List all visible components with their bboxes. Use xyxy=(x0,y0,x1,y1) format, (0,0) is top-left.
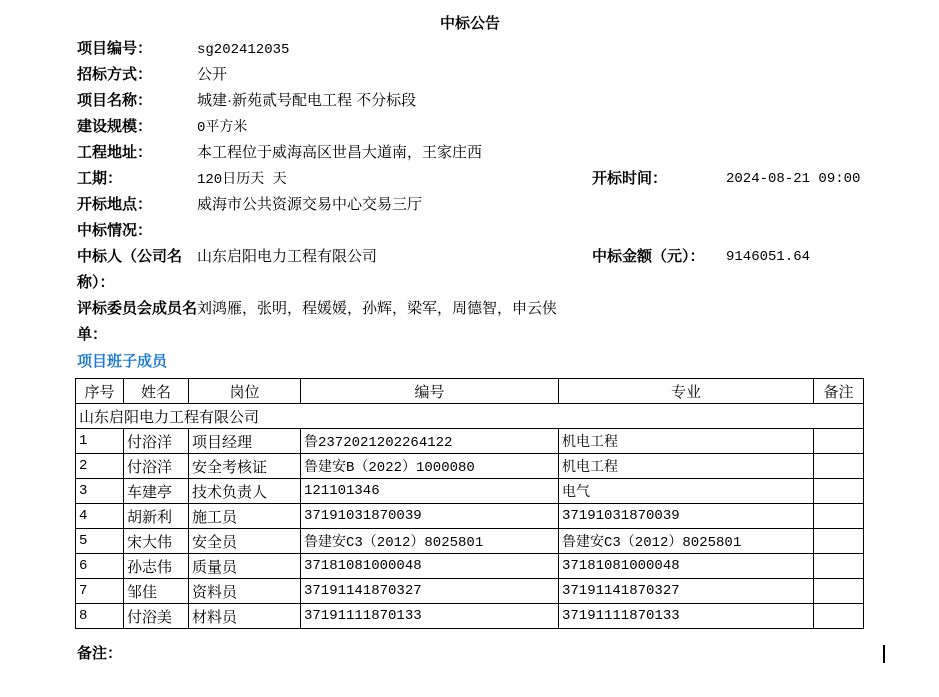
col-header-name: 姓名 xyxy=(124,379,189,404)
field-label: 中标情况： xyxy=(77,222,153,239)
info-row-committee-line2 xyxy=(77,322,863,348)
col-header-remark: 备注 xyxy=(814,379,864,404)
table-cell xyxy=(814,429,864,454)
bid-open-time-label: 开标时间： xyxy=(592,170,668,187)
field-label: 开标地点： xyxy=(77,196,153,213)
table-cell xyxy=(814,554,864,579)
field-value: 0平方米 xyxy=(197,120,248,136)
table-cell: 鲁建安C3（2012）8025801 xyxy=(301,529,559,554)
table-header-row xyxy=(76,379,864,404)
field-label: 建设规模： xyxy=(77,118,153,135)
table-cell: 37191141870327 xyxy=(559,579,814,604)
table-cell: 鲁2372021202264122 xyxy=(301,429,559,454)
table-cell: 37191031870039 xyxy=(559,504,814,529)
announcement-page xyxy=(77,0,863,697)
col-header-position: 岗位 xyxy=(189,379,301,404)
table-cell: 技术负责人 xyxy=(189,479,301,504)
table-cell: 车建亭 xyxy=(124,479,189,504)
table-cell xyxy=(814,604,864,629)
project-team-link[interactable]: 项目班子成员 xyxy=(77,353,168,370)
info-row-duration xyxy=(77,166,863,192)
field-value: 刘鸿雁，张明，程媛媛，孙辉，梁军，周德智，申云侠 xyxy=(197,300,558,317)
table-cell: 6 xyxy=(76,554,124,579)
info-row-project-address xyxy=(77,140,863,166)
field-label: 单： xyxy=(77,326,108,343)
field-label: 项目编号： xyxy=(77,40,153,57)
info-row-project-name xyxy=(77,88,863,114)
col-header-index: 序号 xyxy=(76,379,124,404)
page-title: 中标公告 xyxy=(439,15,500,32)
bid-open-time-value: 2024-08-21 09:00 xyxy=(726,171,861,187)
table-cell: 付浴美 xyxy=(124,604,189,629)
info-row-bidding-method xyxy=(77,62,863,88)
table-cell: 37181081000048 xyxy=(301,554,559,579)
table-cell: 电气 xyxy=(559,479,814,504)
field-value: 山东启阳电力工程有限公司 xyxy=(197,248,378,265)
table-cell: 施工员 xyxy=(189,504,301,529)
table-cell: 质量员 xyxy=(189,554,301,579)
bid-amount-value: 9146051.64 xyxy=(726,249,811,265)
company-row xyxy=(76,404,864,429)
table-cell xyxy=(814,479,864,504)
table-row xyxy=(76,429,864,454)
col-header-code: 编号 xyxy=(301,379,559,404)
table-row xyxy=(76,554,864,579)
table-cell: 付浴洋 xyxy=(124,429,189,454)
text-cursor xyxy=(883,645,885,663)
field-value: 公开 xyxy=(197,66,228,83)
info-row-winner-line1 xyxy=(77,244,863,270)
info-row-construction-scale xyxy=(77,114,863,140)
field-label: 称）： xyxy=(77,274,115,291)
table-cell: 安全考核证 xyxy=(189,454,301,479)
table-cell: 1 xyxy=(76,429,124,454)
table-cell: 5 xyxy=(76,529,124,554)
field-label: 评标委员会成员名 xyxy=(77,300,198,317)
table-cell: 7 xyxy=(76,579,124,604)
table-cell: 机电工程 xyxy=(559,429,814,454)
table-cell: 121101346 xyxy=(301,479,559,504)
table-cell xyxy=(814,579,864,604)
table-cell: 2 xyxy=(76,454,124,479)
table-cell xyxy=(814,504,864,529)
table-cell: 4 xyxy=(76,504,124,529)
field-label: 工程地址： xyxy=(77,144,153,161)
table-row xyxy=(76,504,864,529)
info-row-bid-result xyxy=(77,218,863,244)
company-name-cell: 山东启阳电力工程有限公司 xyxy=(76,404,864,429)
field-label: 招标方式： xyxy=(77,66,153,83)
bid-amount-label: 中标金额（元）： xyxy=(592,248,705,265)
table-cell: 3 xyxy=(76,479,124,504)
remark-label: 备注： xyxy=(77,645,123,662)
field-value: 威海市公共资源交易中心交易三厅 xyxy=(197,196,423,213)
table-cell: 鲁建安B（2022）1000080 xyxy=(301,454,559,479)
field-value: sg202412035 xyxy=(197,42,290,58)
table-row xyxy=(76,579,864,604)
table-cell: 孙志伟 xyxy=(124,554,189,579)
table-cell: 37191111870133 xyxy=(559,604,814,629)
table-cell: 37191031870039 xyxy=(301,504,559,529)
table-cell: 项目经理 xyxy=(189,429,301,454)
field-value: 120日历天 天 xyxy=(197,172,287,188)
table-cell: 资料员 xyxy=(189,579,301,604)
info-row-winner-line2 xyxy=(77,270,863,296)
table-cell: 37191111870133 xyxy=(301,604,559,629)
field-label: 工期： xyxy=(77,170,123,187)
table-row xyxy=(76,454,864,479)
table-cell xyxy=(814,454,864,479)
table-cell: 8 xyxy=(76,604,124,629)
info-row-bid-open-place xyxy=(77,192,863,218)
table-row xyxy=(76,479,864,504)
table-cell: 安全员 xyxy=(189,529,301,554)
table-cell: 材料员 xyxy=(189,604,301,629)
project-team-table xyxy=(75,378,864,629)
col-header-major: 专业 xyxy=(559,379,814,404)
field-value: 城建·新苑贰号配电工程 不分标段 xyxy=(197,92,417,109)
table-cell: 宋大伟 xyxy=(124,529,189,554)
table-cell xyxy=(814,529,864,554)
table-cell: 邹佳 xyxy=(124,579,189,604)
field-value: 本工程位于威海高区世昌大道南，王家庄西 xyxy=(197,144,483,161)
table-cell: 鲁建安C3（2012）8025801 xyxy=(559,529,814,554)
info-section xyxy=(77,36,863,348)
field-label: 中标人（公司名 xyxy=(77,248,183,265)
table-cell: 37191141870327 xyxy=(301,579,559,604)
field-label: 项目名称： xyxy=(77,92,153,109)
table-row xyxy=(76,604,864,629)
table-cell: 胡新利 xyxy=(124,504,189,529)
table-row xyxy=(76,529,864,554)
table-cell: 付浴洋 xyxy=(124,454,189,479)
table-cell: 37181081000048 xyxy=(559,554,814,579)
info-row-project-number xyxy=(77,36,863,62)
table-body xyxy=(76,404,864,629)
info-row-committee-line1 xyxy=(77,296,863,322)
table-cell: 机电工程 xyxy=(559,454,814,479)
